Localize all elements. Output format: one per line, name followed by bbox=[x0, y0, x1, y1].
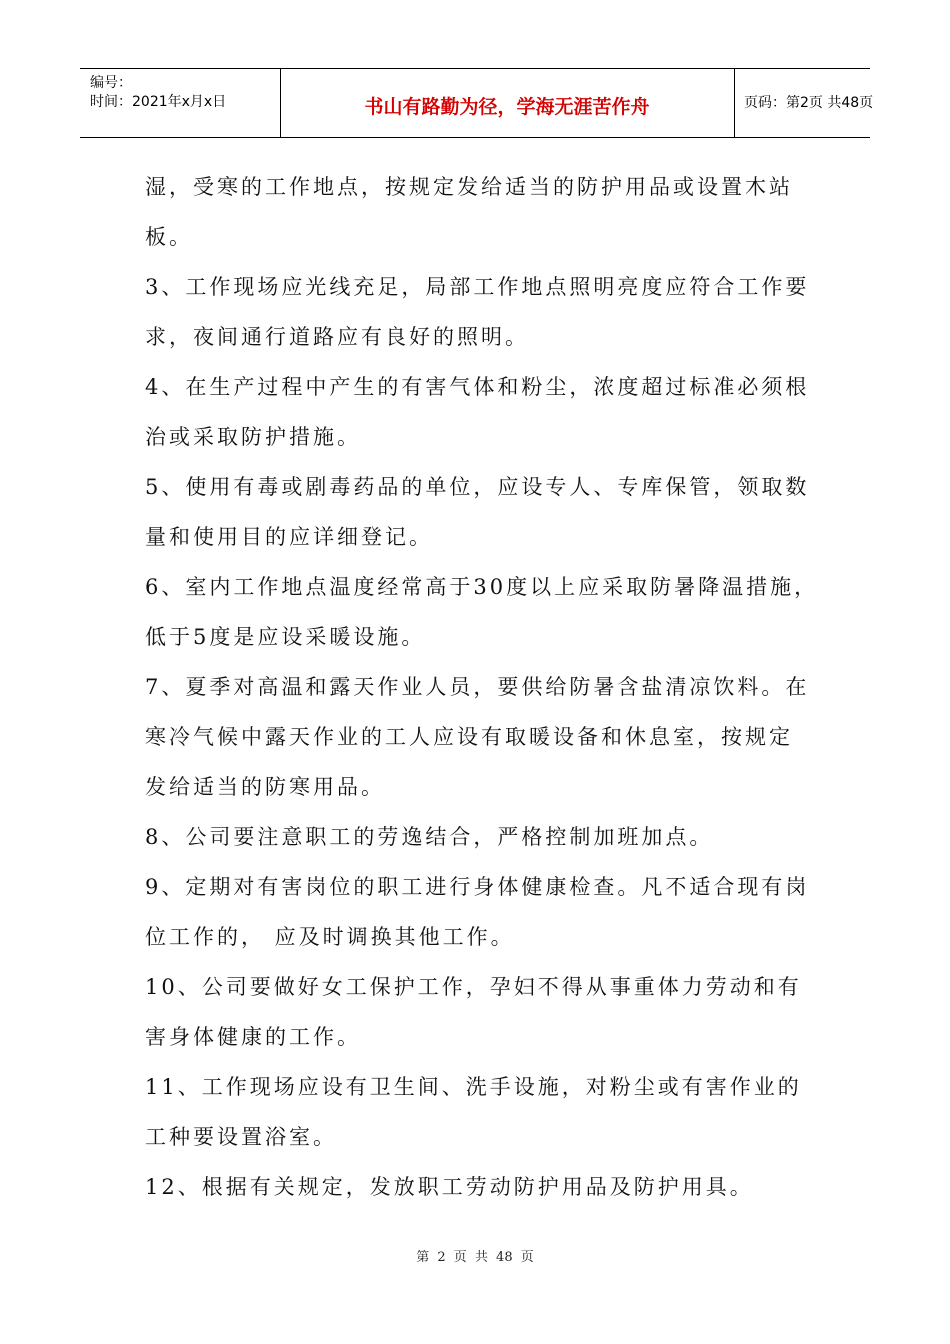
body-line: 量和使用目的应详细登记。 bbox=[145, 525, 433, 549]
body-line: 工种要设置浴室。 bbox=[145, 1125, 337, 1149]
body-line: 5、使用有毒或剧毒药品的单位，应设专人、专库保管，领取数 bbox=[145, 475, 810, 499]
body-line: 位工作的， 应及时调换其他工作。 bbox=[145, 925, 515, 949]
page-footer: 第 2 页 共 48 页 bbox=[416, 1250, 534, 1265]
body-line: 害身体健康的工作。 bbox=[145, 1025, 361, 1049]
body-line: 板。 bbox=[145, 225, 193, 249]
body-line: 湿，受寒的工作地点，按规定发给适当的防护用品或设置木站 bbox=[145, 175, 793, 199]
body-line: 10、公司要做好女工保护工作，孕妇不得从事重体力劳动和有 bbox=[145, 975, 802, 999]
body-line: 4、在生产过程中产生的有害气体和粉尘，浓度超过标准必须根 bbox=[145, 375, 810, 399]
body-line: 6、室内工作地点温度经常高于30度以上应采取防暑降温措施， bbox=[145, 575, 819, 599]
body-line: 7、夏季对高温和露天作业人员，要供给防暑含盐清凉饮料。在 bbox=[145, 675, 810, 699]
body-line: 发给适当的防寒用品。 bbox=[145, 775, 385, 799]
document-body bbox=[145, 162, 825, 1212]
body-line: 求，夜间通行道路应有良好的照明。 bbox=[145, 325, 529, 349]
header-info-cell bbox=[80, 69, 281, 137]
body-line: 12、根据有关规定，发放职工劳动防护用品及防护用具。 bbox=[145, 1175, 754, 1199]
page-header bbox=[80, 68, 874, 138]
body-line: 寒冷气候中露天作业的工人应设有取暖设备和休息室，按规定 bbox=[145, 725, 793, 749]
body-line: 11、工作现场应设有卫生间、洗手设施，对粉尘或有害作业的 bbox=[145, 1075, 802, 1099]
body-line: 治或采取防护措施。 bbox=[145, 425, 361, 449]
date-label: 时间：2021年x月x日 bbox=[90, 94, 227, 110]
header-motto-cell bbox=[280, 69, 735, 137]
header-motto: 书山有路勤为径，学海无涯苦作舟 bbox=[364, 96, 650, 118]
header-page-code: 页码：第2页 共48页 bbox=[744, 95, 874, 111]
body-line: 低于5度是应设采暖设施。 bbox=[145, 625, 426, 649]
body-line: 9、定期对有害岗位的职工进行身体健康检查。凡不适合现有岗 bbox=[145, 875, 810, 899]
body-line: 8、公司要注意职工的劳逸结合，严格控制加班加点。 bbox=[145, 825, 714, 849]
body-line: 3、工作现场应光线充足，局部工作地点照明亮度应符合工作要 bbox=[145, 275, 810, 299]
serial-number-label: 编号： bbox=[90, 75, 132, 91]
header-page-cell bbox=[734, 69, 874, 137]
